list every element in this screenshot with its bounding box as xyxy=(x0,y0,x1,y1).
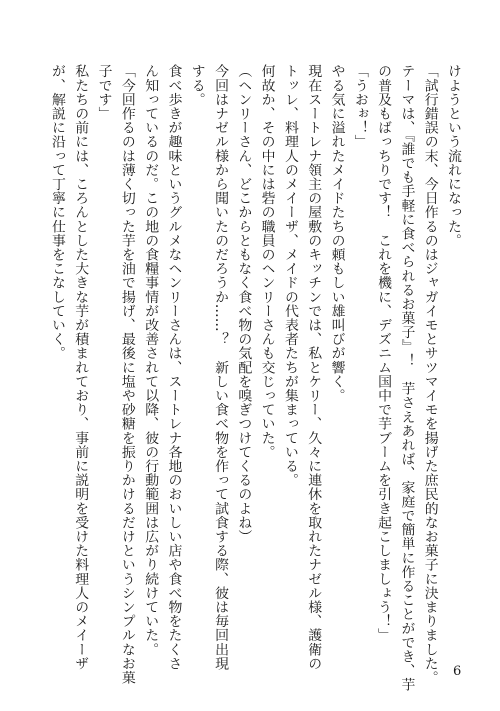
text-line: ん知っているのだ。この地の食糧事情が改善されて以降、彼の行動範囲は広がり続けていた。 xyxy=(142,64,159,657)
text-line: 子です」 xyxy=(95,64,112,121)
text-line: 私たちの前には、ころんとした大きな芋が積まれており、事前に説明を受けた料理人のメイーザ xyxy=(72,64,89,671)
text-line: 現在スートレナ領主の屋敷のキッチンでは、私とケリー、久々に連休を取れたナゼル様、護衛の xyxy=(305,64,322,671)
text-line: の普及もばっちりです！ これを機に、デズニム国中で芋ブームを引き起こしましょう！」 xyxy=(375,64,392,643)
vertical-text-block xyxy=(45,64,464,692)
text-line: 「うおぉ！」 xyxy=(351,64,368,149)
text-line: 今回はナゼル様から聞いたのだろうか……？ 新しい食べ物を作って試食する際、彼は毎回出現 xyxy=(212,64,229,671)
page-number: 6 xyxy=(453,664,462,679)
text-line: けようという流れになった。 xyxy=(445,64,461,248)
text-line: 「試行錯誤の末、今日作るのはジャガイモとサツマイモを揚げた庶民的なお菓子に決まりました。 xyxy=(421,64,438,685)
text-line: する。 xyxy=(188,64,205,107)
text-line: やる気に溢れたメイドたちの頼もしい雄叫びが響く。 xyxy=(328,64,345,403)
text-line: 「今回作るのは薄く切った芋を油で揚げ、最後に塩や砂糖を振りかけるだけというシンプルなお菓 xyxy=(118,64,135,685)
text-line: 何故か、その中には砦の職員のヘンリーさんも交じっていた。 xyxy=(258,64,275,459)
text-line: テーマは、『誰でも手軽に食べられるお菓子』！ 芋さえあれば、家庭で簡単に作ることができ、芋 xyxy=(398,64,415,692)
text-line: （ヘンリーさん、どこからともなく食べ物の気配を嗅ぎつけてくるのよね） xyxy=(235,64,252,544)
text-line: 食べ歩きが趣味というグルメなヘンリーさんは、スートレナ各地のおいしい店や食べ物をたくさ xyxy=(165,64,182,671)
text-line: トッレ、料理人のメイーザ、メイドの代表者たちが集まっている。 xyxy=(281,64,298,487)
text-line: が、解説に沿って丁寧に仕事をこなしていく。 xyxy=(48,64,65,361)
